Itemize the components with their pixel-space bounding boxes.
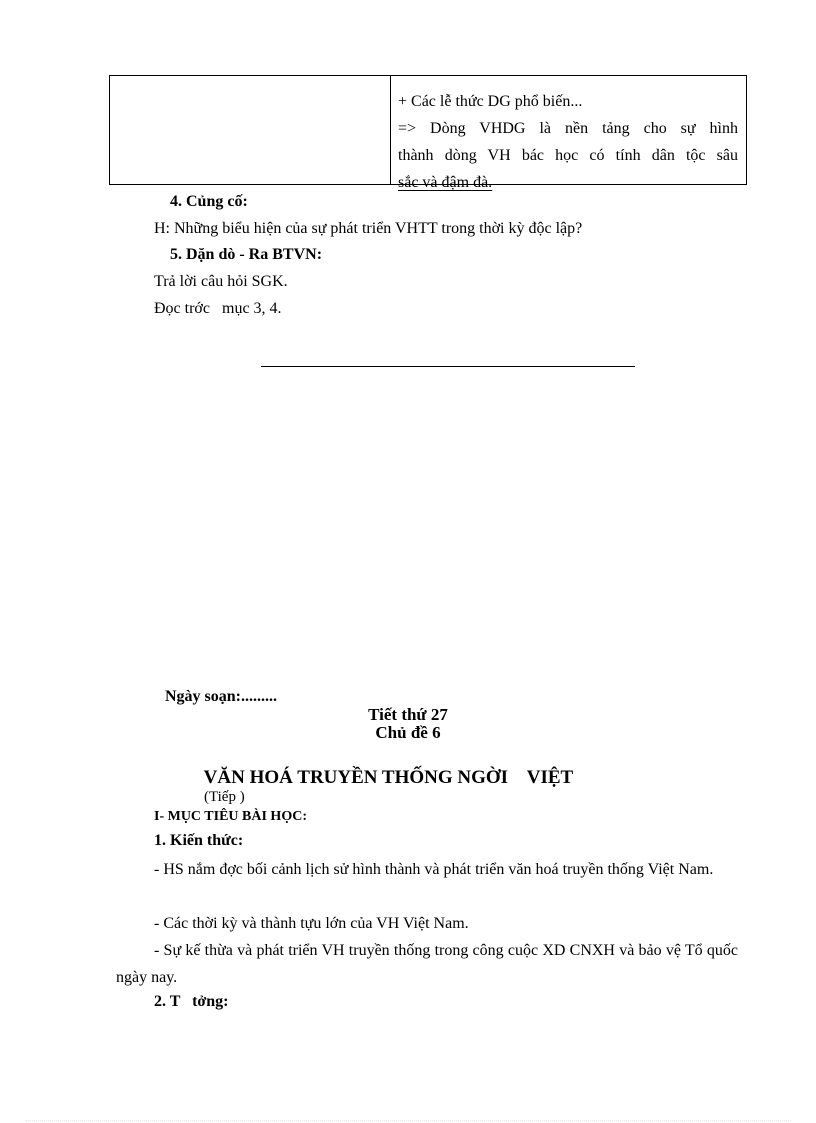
table-line: + Các lễ thức DG phổ biến... <box>398 93 583 110</box>
table-left-cell <box>110 76 391 184</box>
thought-heading: 2. T tởng: <box>154 993 229 1010</box>
objectives-heading: I- MỤC TIÊU BÀI HỌC: <box>154 809 307 824</box>
topic-title: Chủ đề 6 <box>375 723 441 742</box>
content-table <box>109 75 747 191</box>
objective-item: - Sự kế thừa và phát triển VH truyền thống trong công cuộc XD CNXH và bảo vệ Tổ quốc ngày nay. <box>116 942 738 986</box>
objective-item: - HS nắm đợc bối cảnh lịch sử hình thành và phát triển văn hoá truyền thống Việt Nam. <box>154 861 714 878</box>
table-line: sắc và đậm đà. <box>398 174 493 191</box>
knowledge-heading: 1. Kiến thức: <box>154 832 244 849</box>
table-line: => Dòng VHDG là nền tảng cho sự hình <box>398 120 738 137</box>
homework-line: Trả lời câu hỏi SGK. <box>154 273 288 290</box>
table-right-cell <box>391 76 746 191</box>
lesson-title-suffix: (Tiếp ) <box>204 789 245 805</box>
date-label: Ngày soạn:......... <box>165 688 278 705</box>
section-heading-homework: 5. Dặn dò - Ra BTVN: <box>170 246 323 263</box>
lesson-title-text: VĂN HOÁ TRUYỀN THỐNG NGỜI VIỆT <box>203 767 574 788</box>
table-line: thành dòng VH bác học có tính dân tộc sâu <box>398 147 738 164</box>
page-edge <box>25 1120 791 1121</box>
section-heading-consolidation: 4. Củng cố: <box>170 193 248 210</box>
period-title: Tiết thứ 27 <box>368 705 448 724</box>
consolidation-question: H: Những biểu hiện của sự phát triển VHTT trong thời kỳ độc lập? <box>154 220 583 237</box>
homework-line: Đọc trớc mục 3, 4. <box>154 300 282 317</box>
objective-item: - Các thời kỳ và thành tựu lớn của VH Việt Nam. <box>154 915 469 932</box>
divider-line <box>261 366 635 367</box>
